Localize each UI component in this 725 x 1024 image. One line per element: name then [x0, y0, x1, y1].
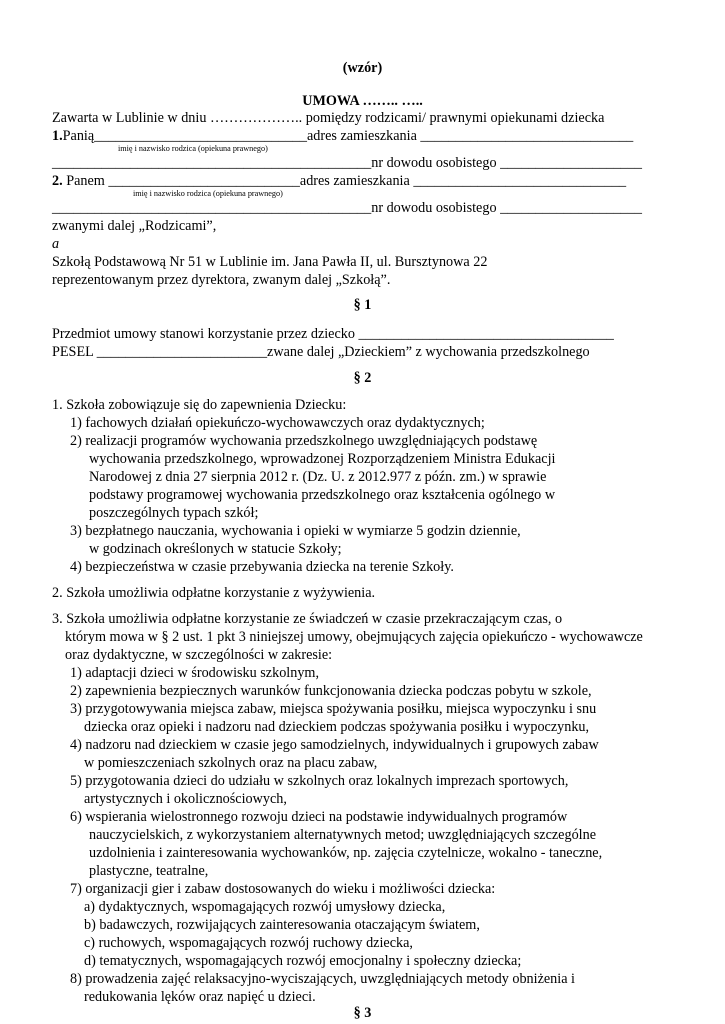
list-item: 6) wspierania wielostronnego rozwoju dzieci na podstawie indywidualnych programów: [70, 809, 568, 825]
list-item: b) badawczych, rozwijających zainteresowania otaczającym światem,: [84, 917, 480, 933]
school-name: Szkołą Podstawową Nr 51 w Lublinie im. Jana Pawła II, ul. Bursztynowa 22: [52, 254, 488, 270]
list-item: w godzinach określonych w statucie Szkoły;: [89, 541, 342, 557]
list-item: którym mowa w § 2 ust. 1 pkt 3 niniejszej umowy, obejmujących zajęcia opiekuńczo - wychowawcze: [65, 629, 643, 645]
parent-2-name-address-field: ___________________________adres zamieszkania ______________________________: [104, 173, 627, 189]
list-item: uzdolnienia i zainteresowania wychowanków, np. zajęcia czytelnicze, wokalno - taneczne,: [89, 845, 603, 861]
parent-2-line: [52, 172, 626, 190]
list-item: 3) bezpłatnego nauczania, wychowania i opieki w wymiarze 5 godzin dziennie,: [70, 523, 521, 539]
parent-1-name-caption: imię i nazwisko rodzica (opiekuna prawnego): [118, 144, 268, 153]
list-item: 8) prowadzenia zajęć relaksacyjno-wyciszających, uwzględniających metody obniżenia i: [70, 971, 575, 987]
parent-1-salutation: Panią: [62, 128, 95, 144]
list-item: 1. Szkoła zobowiązuje się do zapewnienia Dziecku:: [52, 397, 347, 413]
parent-1-number: 1.: [52, 128, 63, 144]
list-item: artystycznych i okolicznościowych,: [84, 791, 287, 807]
list-item: 3) przygotowywania miejsca zabaw, miejsca spożywania posiłku, miejsca wypoczynku i snu: [70, 701, 597, 717]
list-item: 5) przygotowania dzieci do udziału w szkolnych oraz lokalnych imprezach sportowych,: [70, 773, 569, 789]
list-item: 2) zapewnienia bezpiecznych warunków funkcjonowania dziecka podczas pobytu w szkole,: [70, 683, 592, 699]
template-label: (wzór): [342, 60, 383, 76]
list-item: w pomieszczeniach szkolnych oraz na placu zabaw,: [84, 755, 378, 771]
list-item: wychowania przedszkolnego, wprowadzonej Rozporządzeniem Ministra Edukacji: [89, 451, 556, 467]
document-title: UMOWA …….. …..: [302, 93, 423, 109]
list-item: oraz dydaktyczne, w szczególności w zakresie:: [65, 647, 333, 663]
list-item: d) tematycznych, wspomagających rozwój emocjonalny i społeczny dziecka;: [84, 953, 522, 969]
parent-1-name-address-field: ______________________________adres zamieszkania ______________________________: [94, 128, 634, 144]
list-item: plastyczne, teatralne,: [89, 863, 209, 879]
list-item: nauczycielskich, z wykorzystaniem alternatywnych metod; uwzględniających szczególne: [89, 827, 596, 843]
parents-definition: zwanymi dalej „Rodzicami”,: [52, 218, 217, 234]
parent-1-id-field: _____________________________________________nr dowodu osobistego ____________________: [52, 155, 642, 171]
list-item: 2) realizacji programów wychowania przedszkolnego uwzględniających podstawę: [70, 433, 538, 449]
parent-2-salutation: Panem: [62, 173, 105, 189]
list-item: 4) nadzoru nad dzieckiem w czasie jego samodzielnych, indywidualnych i grupowych zabaw: [70, 737, 599, 753]
list-item: a) dydaktycznych, wspomagających rozwój umysłowy dziecka,: [84, 899, 446, 915]
conjunction-a: a: [52, 236, 60, 252]
list-item: Narodowej z dnia 27 sierpnia 2012 r. (Dz. U. z 2012.977 z późn. zm.) w sprawie: [89, 469, 547, 485]
list-item: 4) bezpieczeństwa w czasie przebywania dziecka na terenie Szkoły.: [70, 559, 454, 575]
parent-1-line: [52, 127, 633, 145]
parent-2-number: 2.: [52, 173, 63, 189]
list-item: dziecka oraz opieki i nadzoru nad dzieckiem podczas spożywania posiłku i wypoczynku,: [84, 719, 590, 735]
list-item: podstawy programowej wychowania przedszkolnego oraz kształcenia ogólnego w: [89, 487, 556, 503]
section-1-line-1: Przedmiot umowy stanowi korzystanie przez dziecko ____________________________________: [52, 326, 614, 342]
list-item: 3. Szkoła umożliwia odpłatne korzystanie ze świadczeń w czasie przekraczającym czas, o: [52, 611, 563, 627]
section-1-line-2: PESEL ________________________zwane dalej „Dzieckiem” z wychowania przedszkolnego: [52, 344, 590, 360]
parent-2-name-caption: imię i nazwisko rodzica (opiekuna prawnego): [133, 189, 283, 198]
list-item: 7) organizacji gier i zabaw dostosowanych do wieku i możliwości dziecka:: [70, 881, 496, 897]
section-2-heading: § 2: [353, 370, 372, 386]
list-item: poszczególnych typach szkół;: [89, 505, 259, 521]
intro-line: Zawarta w Lublinie w dniu ……………….. pomiędzy rodzicami/ prawnymi opiekunami dziecka: [52, 110, 605, 126]
list-item: 2. Szkoła umożliwia odpłatne korzystanie z wyżywienia.: [52, 585, 376, 601]
list-item: c) ruchowych, wspomagających rozwój ruchowy dziecka,: [84, 935, 413, 951]
list-item: 1) adaptacji dzieci w środowisku szkolnym,: [70, 665, 320, 681]
school-definition: reprezentowanym przez dyrektora, zwanym dalej „Szkołą”.: [52, 272, 391, 288]
list-item: 1) fachowych działań opiekuńczo-wychowawczych oraz dydaktycznych;: [70, 415, 485, 431]
section-1-heading: § 1: [353, 297, 372, 313]
section-3-heading: § 3: [353, 1005, 372, 1021]
parent-2-id-field: _____________________________________________nr dowodu osobistego ____________________: [52, 200, 642, 216]
list-item: redukowania lęków oraz napięć u dzieci.: [84, 989, 316, 1005]
